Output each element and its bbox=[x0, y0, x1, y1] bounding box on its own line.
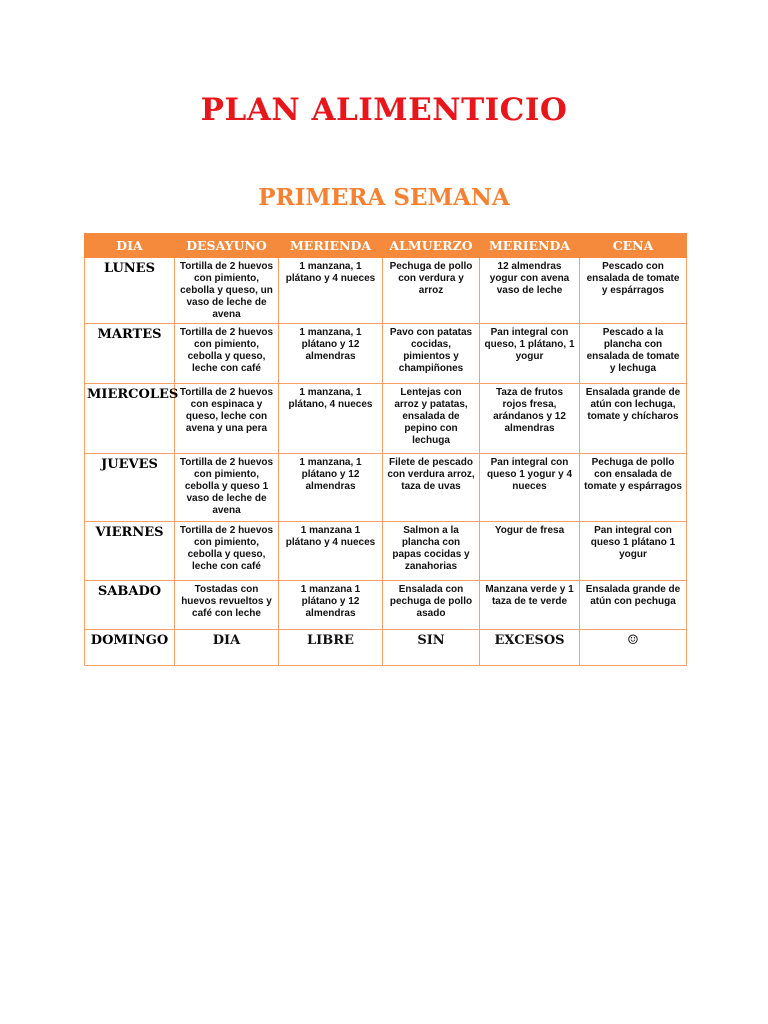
almuerzo-cell: Ensalada con pechuga de pollo asado bbox=[383, 581, 480, 630]
desayuno-cell: Tortilla de 2 huevos con pimiento, cebolla y queso, un vaso de leche de avena bbox=[175, 258, 279, 324]
meal-plan-table bbox=[84, 233, 687, 666]
merienda-1-cell: 1 manzana, 1 plátano y 4 nueces bbox=[279, 258, 383, 324]
merienda-2-cell: Pan integral con queso 1 yogur y 4 nueces bbox=[480, 454, 580, 522]
day-cell: MIERCOLES bbox=[85, 384, 175, 454]
almuerzo-cell: Pavo con patatas cocidas, pimientos y champiñones bbox=[383, 324, 480, 384]
header-desayuno: DESAYUNO bbox=[175, 234, 279, 258]
merienda-2-cell: Yogur de fresa bbox=[480, 522, 580, 581]
almuerzo-cell: SIN bbox=[383, 630, 480, 666]
header-cena: CENA bbox=[580, 234, 687, 258]
merienda-2-cell: EXCESOS bbox=[480, 630, 580, 666]
day-cell: SABADO bbox=[85, 581, 175, 630]
desayuno-cell: Tortilla de 2 huevos con pimiento, cebolla y queso, leche con café bbox=[175, 522, 279, 581]
header-merienda-1: MERIENDA bbox=[279, 234, 383, 258]
almuerzo-cell: Salmon a la plancha con papas cocidas y zanahorias bbox=[383, 522, 480, 581]
cena-cell: Pescado a la plancha con ensalada de tomate y lechuga bbox=[580, 324, 687, 384]
desayuno-cell: Tortilla de 2 huevos con espinaca y queso, leche con avena y una pera bbox=[175, 384, 279, 454]
table-row bbox=[85, 258, 687, 324]
page-title: PLAN ALIMENTICIO bbox=[200, 92, 568, 128]
table-row bbox=[85, 581, 687, 630]
desayuno-cell: DIA bbox=[175, 630, 279, 666]
day-cell: LUNES bbox=[85, 258, 175, 324]
almuerzo-cell: Filete de pescado con verdura arroz, taza de uvas bbox=[383, 454, 480, 522]
header-almuerzo: ALMUERZO bbox=[383, 234, 480, 258]
day-cell: MARTES bbox=[85, 324, 175, 384]
desayuno-cell: Tortilla de 2 huevos con pimiento, cebolla y queso 1 vaso de leche de avena bbox=[175, 454, 279, 522]
merienda-2-cell: Pan integral con queso, 1 plátano, 1 yogur bbox=[480, 324, 580, 384]
merienda-1-cell: 1 manzana, 1 plátano, 4 nueces bbox=[279, 384, 383, 454]
table-row bbox=[85, 522, 687, 581]
cena-cell: Ensalada grande de atún con pechuga bbox=[580, 581, 687, 630]
almuerzo-cell: Lentejas con arroz y patatas, ensalada de pepino con lechuga bbox=[383, 384, 480, 454]
cena-cell: Pescado con ensalada de tomate y espárragos bbox=[580, 258, 687, 324]
merienda-1-cell: LIBRE bbox=[279, 630, 383, 666]
merienda-1-cell: 1 manzana 1 plátano y 4 nueces bbox=[279, 522, 383, 581]
table-header-row bbox=[85, 234, 687, 258]
cena-cell: Pan integral con queso 1 plátano 1 yogur bbox=[580, 522, 687, 581]
header-merienda-2: MERIENDA bbox=[480, 234, 580, 258]
merienda-1-cell: 1 manzana, 1 plátano y 12 almendras bbox=[279, 324, 383, 384]
smiley-icon: ☺ bbox=[580, 630, 687, 666]
day-cell: DOMINGO bbox=[85, 630, 175, 666]
day-cell: JUEVES bbox=[85, 454, 175, 522]
table-row bbox=[85, 454, 687, 522]
page-subtitle: PRIMERA SEMANA bbox=[258, 184, 510, 211]
merienda-2-cell: Taza de frutos rojos fresa, arándanos y 12 almendras bbox=[480, 384, 580, 454]
merienda-1-cell: 1 manzana, 1 plátano y 12 almendras bbox=[279, 454, 383, 522]
cena-cell: Pechuga de pollo con ensalada de tomate y espárragos bbox=[580, 454, 687, 522]
table-row bbox=[85, 630, 687, 666]
desayuno-cell: Tostadas con huevos revueltos y café con leche bbox=[175, 581, 279, 630]
almuerzo-cell: Pechuga de pollo con verdura y arroz bbox=[383, 258, 480, 324]
merienda-2-cell: 12 almendras yogur con avena vaso de leche bbox=[480, 258, 580, 324]
header-dia: DIA bbox=[85, 234, 175, 258]
desayuno-cell: Tortilla de 2 huevos con pimiento, cebolla y queso, leche con café bbox=[175, 324, 279, 384]
cena-cell: Ensalada grande de atún con lechuga, tomate y chícharos bbox=[580, 384, 687, 454]
merienda-1-cell: 1 manzana 1 plátano y 12 almendras bbox=[279, 581, 383, 630]
table-row bbox=[85, 324, 687, 384]
table-row bbox=[85, 384, 687, 454]
merienda-2-cell: Manzana verde y 1 taza de te verde bbox=[480, 581, 580, 630]
day-cell: VIERNES bbox=[85, 522, 175, 581]
